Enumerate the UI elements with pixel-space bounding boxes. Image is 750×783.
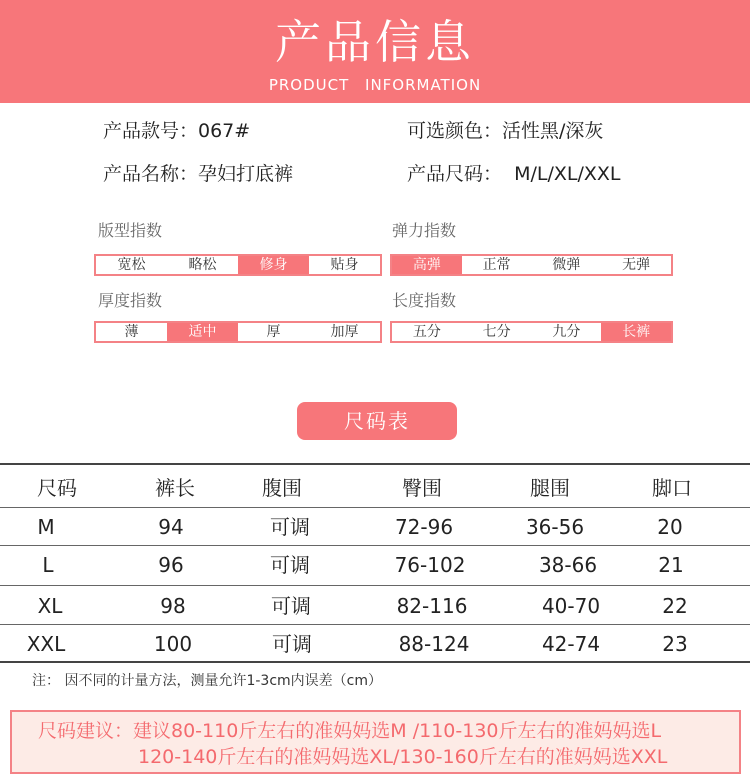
table-cell: M: [37, 515, 55, 539]
page-title: 产品信息: [275, 15, 475, 69]
table-divider: [0, 507, 750, 508]
size-advice-line: 120-140斤左右的准妈妈选XL/130-160斤左右的准妈妈选XXL: [138, 746, 668, 768]
table-cell: 96: [158, 553, 184, 577]
table-cell: 38-66: [538, 553, 598, 577]
table-cell: 40-70: [541, 594, 601, 618]
scale-option: 无弹: [622, 257, 651, 273]
scale-option: 薄: [124, 324, 139, 340]
scale-option-selected: 修身: [238, 256, 309, 274]
table-cell: 可调: [271, 594, 311, 618]
table-cell: 76-102: [394, 553, 466, 577]
info-name: 产品名称：孕妇打底裤: [103, 163, 294, 185]
info-colors: 可选颜色：活性黑/深灰: [407, 120, 604, 142]
scale-option: 宽松: [117, 257, 146, 273]
scale-option-selected: 高弹: [392, 256, 462, 274]
scale-option: 微弹: [552, 257, 581, 273]
table-divider: [0, 463, 750, 465]
scale-option-selected: 长裤: [601, 323, 671, 341]
table-cell: XL: [37, 594, 63, 618]
table-header-hem: 脚口: [652, 476, 692, 500]
table-cell: 21: [658, 553, 684, 577]
table-header-waist: 腹围: [262, 476, 302, 500]
table-header-size: 尺码: [37, 476, 77, 500]
info-sizes: 产品尺码： M/L/XL/XXL: [407, 163, 621, 185]
scale-length: [390, 321, 673, 343]
table-cell: 可调: [270, 515, 310, 539]
measurement-note: 注： 因不同的计量方法，测量允许1-3cm内误差（cm）: [32, 673, 382, 689]
scale-option: 正常: [482, 257, 511, 273]
scale-option: 五分: [412, 324, 441, 340]
table-cell: 36-56: [525, 515, 585, 539]
metric-label-elasticity: 弹力指数: [392, 221, 457, 240]
table-cell: 可调: [272, 632, 312, 656]
page-subtitle: PRODUCT INFORMATION: [268, 76, 482, 94]
scale-thickness: [94, 321, 382, 343]
scale-option: 略松: [188, 257, 217, 273]
header-banner: [0, 0, 750, 103]
metric-label-fit: 版型指数: [98, 221, 163, 240]
table-divider: [0, 545, 750, 546]
table-divider: [0, 585, 750, 586]
table-cell: 22: [662, 594, 688, 618]
table-cell: 可调: [270, 553, 310, 577]
table-cell: 100: [153, 632, 193, 656]
table-cell: 72-96: [394, 515, 454, 539]
size-table-title: 尺码表: [297, 402, 457, 440]
table-cell: 94: [158, 515, 184, 539]
table-divider: [0, 661, 750, 663]
table-cell: L: [42, 553, 54, 577]
table-cell: 82-116: [396, 594, 468, 618]
scale-option: 贴身: [330, 257, 359, 273]
table-cell: 88-124: [398, 632, 470, 656]
table-cell: 98: [160, 594, 186, 618]
table-divider: [0, 624, 750, 625]
size-advice-line: 尺码建议：建议80-110斤左右的准妈妈选M /110-130斤左右的准妈妈选L: [38, 720, 662, 742]
table-cell: 42-74: [541, 632, 601, 656]
scale-elasticity: [390, 254, 673, 276]
table-cell: 23: [662, 632, 688, 656]
table-header-length: 裤长: [155, 476, 195, 500]
scale-fit: [94, 254, 382, 276]
table-cell: XXL: [26, 632, 66, 656]
table-cell: 20: [657, 515, 683, 539]
scale-option-selected: 适中: [167, 323, 238, 341]
scale-option: 加厚: [330, 324, 359, 340]
scale-option: 七分: [482, 324, 511, 340]
metric-label-length: 长度指数: [392, 291, 457, 310]
scale-option: 厚: [266, 324, 281, 340]
table-header-thigh: 腿围: [530, 476, 570, 500]
table-header-hip: 臀围: [402, 476, 442, 500]
info-style-no: 产品款号：067#: [103, 120, 251, 142]
size-advice-box: [10, 710, 741, 774]
scale-option: 九分: [552, 324, 581, 340]
metric-label-thickness: 厚度指数: [98, 291, 163, 310]
